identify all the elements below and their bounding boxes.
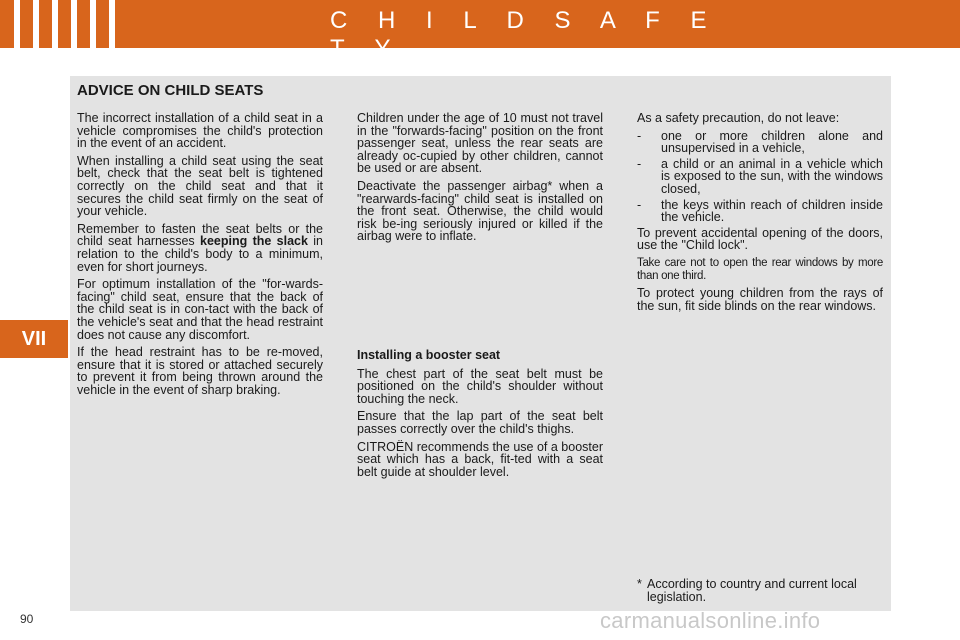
watermark: carmanualsonline.info <box>600 608 821 633</box>
header-stripe <box>52 0 58 48</box>
booster-seat-section <box>357 349 603 483</box>
paragraph <box>77 223 323 273</box>
paragraph: Ensure that the lap part of the seat belt passes correctly over the child's thighs. <box>357 409 603 436</box>
paragraph: The chest part of the seat belt must be positioned on the child's shoulder without touching the neck. <box>357 366 603 406</box>
chapter-tab: VII <box>0 320 68 358</box>
dash-bullet: - <box>637 156 642 171</box>
page-header <box>0 0 960 62</box>
list-item-text: the keys within reach of children inside the vehicle. <box>661 197 883 225</box>
column-2 <box>357 112 603 248</box>
header-stripe <box>33 0 39 48</box>
paragraph: Children under the age of 10 must not travel in the "forwards-facing" position on the front passenger seat, unless the rear seats are already oc-cupied by other children, cannot be used or are absent. <box>357 111 603 176</box>
list-item <box>637 158 883 196</box>
page-title: C H I L D S A F E T Y <box>330 7 719 62</box>
dash-bullet: - <box>637 197 642 212</box>
paragraph: To prevent accidental opening of the doors, use the "Child lock". <box>637 225 883 253</box>
paragraph-text: in relation to the child's body to a minimum, even for short journeys. <box>77 234 323 274</box>
footnote-text: According to country and current local legislation. <box>647 577 857 604</box>
dash-bullet: - <box>637 128 642 143</box>
column-3 <box>637 112 883 317</box>
list-item-text: one or more children alone and unsupervised in a vehicle, <box>661 128 883 156</box>
list-item <box>637 130 883 155</box>
paragraph: CITROËN recommends the use of a booster seat which has a back, fit-ted with a seat belt guide at shoulder level. <box>357 439 603 479</box>
section-title: ADVICE ON CHILD SEATS <box>77 82 264 99</box>
header-stripe <box>90 0 96 48</box>
page-number: 90 <box>20 612 34 626</box>
header-stripe <box>109 0 115 48</box>
paragraph: For optimum installation of the "for-wards-facing" child seat, ensure that the back of the child seat is in con-tact with the back of the vehicle's seat and that the head restraint does not cause any discomfort. <box>77 277 323 342</box>
subsection-title: Installing a booster seat <box>357 348 501 362</box>
paragraph: The incorrect installation of a child seat in a vehicle compromises the child's protection in the event of an accident. <box>77 111 323 151</box>
column-1 <box>77 112 323 401</box>
emphasis-text: keeping the slack <box>200 234 308 249</box>
footnote <box>637 578 883 604</box>
footnote-marker: * <box>637 577 642 591</box>
list-item-text: a child or an animal in a vehicle which is exposed to the sun, with the windows closed, <box>661 156 883 196</box>
paragraph: Deactivate the passenger airbag* when a "rearwards-facing" child seat is installed on the front seat. Otherwise, the child would risk be-ing seriously injured or killed if the airbag were to inflate. <box>357 178 603 244</box>
paragraph-text: Remember to fasten the seat belts or the child seat harnesses <box>77 221 323 249</box>
paragraph: To protect young children from the rays of the sun, fit side blinds on the rear windows. <box>637 286 883 313</box>
paragraph: Take care not to open the rear windows by more than one third. <box>637 256 883 282</box>
list-item <box>637 199 883 224</box>
paragraph: If the head restraint has to be re-moved, ensure that it is stored or attached securely to prevent it from being thrown around the vehicle in the event of sharp braking. <box>77 345 323 397</box>
paragraph: As a safety precaution, do not leave: <box>637 111 840 125</box>
header-stripe <box>14 0 20 48</box>
paragraph: When installing a child seat using the seat belt, check that the seat belt is tightened correctly on the child seat and that it secures the child seat firmly on the seat of your vehicle. <box>77 153 323 219</box>
header-stripe <box>71 0 77 48</box>
